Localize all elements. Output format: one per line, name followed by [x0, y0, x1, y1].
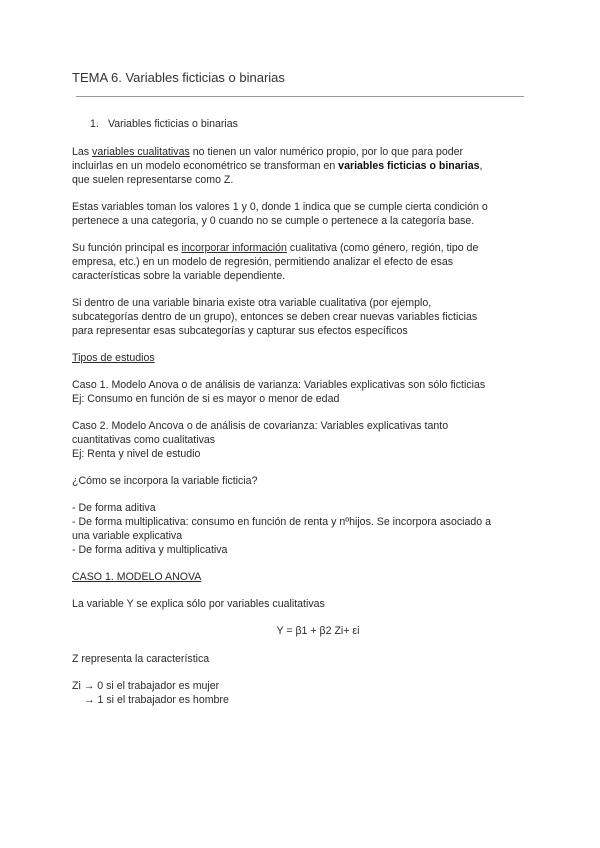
p1-text-a: Las: [72, 146, 93, 158]
p2-line-1: Estas variables toman los valores 1 y 0, donde 1 indica que se cumple cierta condición o: [72, 201, 488, 213]
p1-text-e: que suelen representarse como Z.: [72, 174, 234, 186]
p1-text-d: ,: [479, 160, 483, 172]
p1-bold: variables ficticias o binarias: [338, 160, 480, 172]
p4-line-3: para representar esas subcategorías y capturar sus efectos específicos: [72, 325, 408, 337]
forms-item-1: - De forma aditiva: [72, 502, 156, 514]
anova-formula: Y = β1 + β2 Zi+ εi: [276, 625, 360, 637]
question-paragraph: ¿Cómo se incorpora la variable ficticia?: [72, 475, 258, 487]
p3-text-a: Su función principal es: [72, 242, 182, 254]
p3-line-3: características sobre la variable dependiente.: [72, 270, 286, 282]
section-number: 1.: [90, 118, 99, 130]
zi-line-1: Zi → 0 si el trabajador es mujer: [72, 680, 220, 692]
p3-line-2: empresa, etc.) en un modelo de regresión, permitiendo analizar el efecto de esas: [72, 256, 454, 268]
zi-definition: [72, 679, 524, 707]
forms-item-2-cont: una variable explicativa: [72, 530, 183, 542]
document-body: [72, 117, 524, 720]
caso2-line-2: cuantitativas como cualitativas: [72, 434, 216, 446]
zi-line-2: → 1 si el trabajador es hombre: [84, 694, 229, 706]
p1-underlined: variables cualitativas: [92, 146, 190, 158]
caso1-anova-heading: [72, 570, 524, 584]
p3-underlined: incorporar información: [181, 242, 287, 254]
p3-text-b: cualitativa (como género, región, tipo de: [286, 242, 479, 254]
forms-list: [72, 501, 524, 557]
p2-line-2: pertenece a una categoría, y 0 cuando no se cumple o pertenece a la categoría base.: [72, 215, 475, 227]
caso2-line-3: Ej: Renta y nivel de estudio: [72, 448, 201, 460]
caso1-line-1: Caso 1. Modelo Anova o de análisis de varianza: Variables explicativas son sólo ficticias: [72, 379, 486, 391]
z-description: Z representa la característica: [72, 653, 210, 665]
caso1-line-2: Ej: Consumo en función de si es mayor o menor de edad: [72, 393, 340, 405]
forms-item-3: - De forma aditiva y multiplicativa: [72, 544, 228, 556]
p1-text-c: incluirlas en un modelo econométrico se transforman en: [72, 160, 339, 172]
section-title: Variables ficticias o binarias: [108, 118, 238, 130]
caso2-line-1: Caso 2. Modelo Ancova o de análisis de covarianza: Variables explicativas tanto: [72, 420, 449, 432]
tipos-heading: [72, 351, 524, 365]
caso2-paragraph: [72, 419, 524, 461]
tipos-heading-text: Tipos de estudios: [72, 352, 155, 364]
paragraph-funcion: [72, 241, 524, 283]
forms-item-2: - De forma multiplicativa: consumo en función de renta y nºhijos. Se incorpora asociado a: [72, 516, 492, 528]
p4-line-2: subcategorías dentro de un grupo), entonces se deben crear nuevas variables ficticias: [72, 311, 478, 323]
paragraph-valores: [72, 200, 524, 228]
paragraph-variables-cualitativas: [72, 145, 524, 187]
p4-line-1: Si dentro de una variable binaria existe otra variable cualitativa (por ejemplo,: [72, 297, 432, 309]
p1-text-b: no tienen un valor numérico propio, por lo que para poder: [189, 146, 464, 158]
title-divider: [76, 96, 524, 97]
page-title: TEMA 6. Variables ficticias o binarias: [72, 70, 285, 85]
caso1-anova-heading-text: CASO 1. MODELO ANOVA: [72, 571, 202, 583]
section-heading: [72, 117, 524, 131]
anova-description: La variable Y se explica sólo por variables cualitativas: [72, 598, 325, 610]
paragraph-subcategorias: [72, 296, 524, 338]
caso1-paragraph: [72, 378, 524, 406]
